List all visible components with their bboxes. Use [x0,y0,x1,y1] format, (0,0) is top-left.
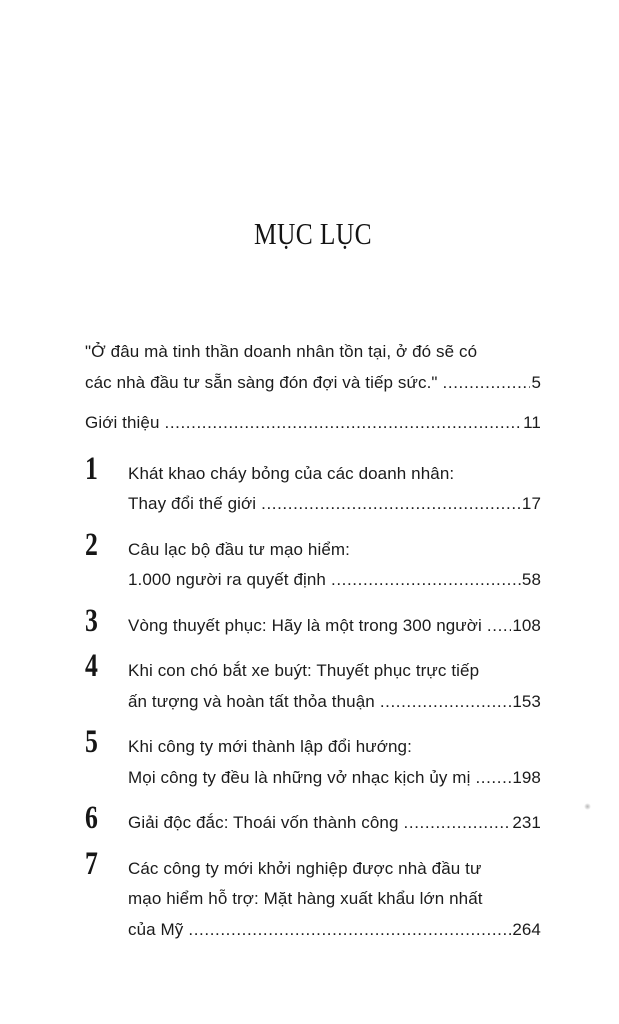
toc-line-with-page [85,368,541,399]
page-title [85,217,541,251]
toc-line-with-page [128,687,541,718]
dot-leader [331,565,521,596]
chapter-number: 6 [85,800,98,836]
page-number: 58 [521,570,541,589]
toc-line: Khi công ty mới thành lập đổi hướng: [128,737,412,756]
chapter-number: 7 [85,845,98,882]
chapter-number: 2 [85,526,98,563]
toc-entry-chapter-7 [85,845,541,946]
dot-leader [165,408,523,439]
toc-entry-intro [85,408,541,439]
toc-entry-chapter-1 [85,450,541,520]
toc-line-with-page [85,408,541,439]
chapter-number: 1 [85,450,98,487]
toc-line-text: các nhà đầu tư sẵn sàng đón đợi và tiếp sức." [85,372,438,392]
toc-entry-chapter-3 [85,602,541,642]
toc-line-with-page [128,915,541,946]
toc-entry-chapter-2 [85,526,541,596]
toc-line: Câu lạc bộ đầu tư mạo hiểm: [128,539,350,559]
page-title-text: MỤC LỤC [253,216,372,251]
page-number: 153 [512,691,541,711]
chapter-number: 3 [85,602,98,639]
dot-leader [261,489,521,520]
toc-entry-chapter-4 [85,648,541,717]
scan-dust-speck [584,803,591,810]
chapter-number: 4 [85,648,98,684]
page-number: 11 [523,413,541,432]
toc-line-text: Giới thiệu [85,413,160,432]
table-of-contents [85,337,541,955]
dot-leader [380,687,512,718]
toc-line-with-page [128,808,541,839]
page-number: 5 [531,372,541,392]
toc-entry-quote [85,337,541,398]
toc-line: mạo hiểm hỗ trợ: Mặt hàng xuất khẩu lớn nhất [128,889,483,908]
toc-line-text: Thay đổi thế giới [128,494,257,513]
dot-leader [404,808,512,839]
page-number: 17 [521,494,541,513]
dot-leader [188,915,511,946]
toc-line: Khi con chó bắt xe buýt: Thuyết phục trực tiếp [128,661,480,680]
toc-line-text: ấn tượng và hoàn tất thỏa thuận [128,691,375,711]
page-number: 231 [512,813,541,832]
toc-line-with-page [128,565,541,596]
dot-leader [443,368,531,399]
toc-line-with-page [128,611,541,642]
toc-line-text: Giải độc đắc: Thoái vốn thành công [128,813,399,832]
toc-entry-chapter-5 [85,724,541,793]
page-number: 198 [512,767,541,787]
toc-line: "Ở đâu mà tinh thần doanh nhân tồn tại, ở đó sẽ có [85,342,478,361]
dot-leader [487,611,511,642]
page-number: 264 [512,919,541,939]
toc-line: Khát khao cháy bỏng của các doanh nhân: [128,463,455,483]
toc-line-text: của Mỹ [128,919,184,939]
toc-line: Các công ty mới khởi nghiệp được nhà đầu tư [128,858,482,878]
toc-line-text: Vòng thuyết phục: Hãy là một trong 300 người [128,615,482,635]
chapter-number: 5 [85,724,98,760]
page-number: 108 [512,615,541,635]
toc-line-text: Mọi công ty đều là những vở nhạc kịch ủy mị [128,767,471,787]
dot-leader [475,763,511,794]
toc-entry-chapter-6 [85,800,541,839]
toc-line-text: 1.000 người ra quyết định [128,570,326,589]
toc-line-with-page [128,489,541,520]
toc-line-with-page [128,763,541,794]
